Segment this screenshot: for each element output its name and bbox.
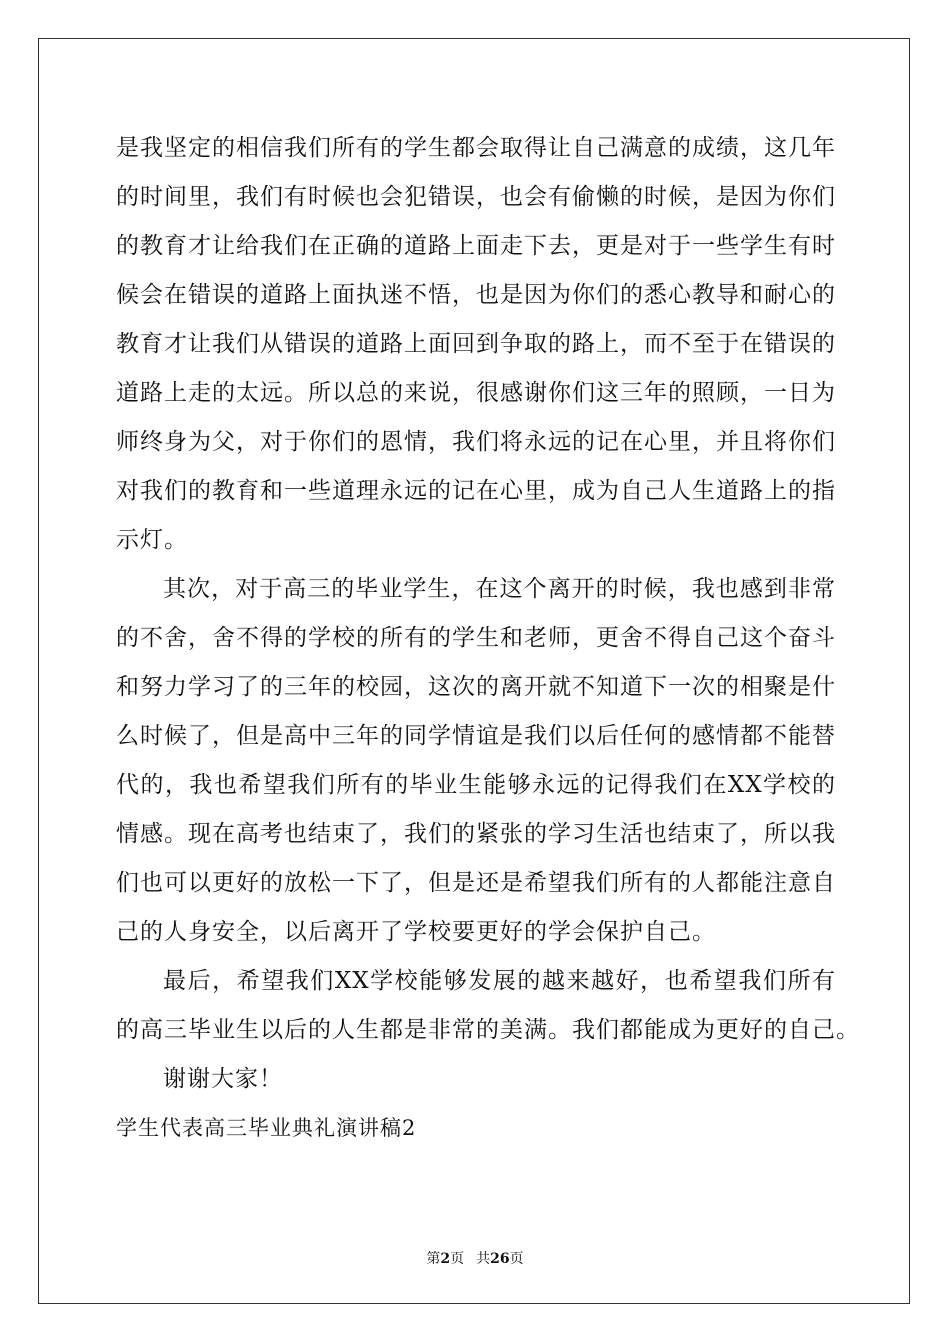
body-line: 己的人身安全，以后离开了学校要更好的学会保护自己。 <box>116 919 716 945</box>
footer-total-prefix: 共 <box>476 1251 491 1267</box>
footer-page-prefix: 第 <box>426 1251 441 1267</box>
paragraph-start-line: 最后，希望我们XX学校能够发展的越来越好，也希望我们所有 <box>163 968 836 994</box>
body-line: 示灯。 <box>116 527 188 553</box>
footer-page-unit: 页 <box>450 1251 465 1267</box>
footer-page-current: 2 <box>440 1251 451 1267</box>
closing-line: 谢谢大家！ <box>163 1066 283 1092</box>
body-line: 的不舍，舍不得的学校的所有的学生和老师，更舍不得自己这个奋斗 <box>116 625 836 651</box>
body-line: 们也可以更好的放松一下了，但是还是希望我们所有的人都能注意自 <box>116 870 836 896</box>
body-line: 的时间里，我们有时候也会犯错误，也会有偷懒的时候，是因为你们 <box>116 184 836 210</box>
body-line: 候会在错误的道路上面执迷不悟，也是因为你们的悉心教导和耐心的 <box>116 282 836 308</box>
body-line: 对我们的教育和一些道理永远的记在心里，成为自己人生道路上的指 <box>116 478 836 504</box>
body-line: 的高三毕业生以后的人生都是非常的美满。我们都能成为更好的自己。 <box>116 1017 860 1043</box>
document-body <box>116 124 860 1153</box>
body-line: 是我坚定的相信我们所有的学生都会取得让自己满意的成绩，这几年 <box>116 135 836 161</box>
body-line: 师终身为父，对于你们的恩情，我们将永远的记在心里，并且将你们 <box>116 429 836 455</box>
section-heading: 学生代表高三毕业典礼演讲稿2 <box>116 1116 417 1140</box>
body-line: 代的，我也希望我们所有的毕业生能够永远的记得我们在XX学校的 <box>116 772 836 798</box>
body-line: 的教育才让给我们在正确的道路上面走下去，更是对于一些学生有时 <box>116 233 836 259</box>
page-footer <box>0 1248 950 1268</box>
body-line: 么时候了，但是高中三年的同学情谊是我们以后任何的感情都不能替 <box>116 723 836 749</box>
footer-page-total: 26 <box>490 1251 510 1267</box>
paragraph-start-line: 其次，对于高三的毕业学生，在这个离开的时候，我也感到非常 <box>163 576 836 602</box>
footer-total-unit: 页 <box>509 1251 524 1267</box>
body-line: 教育才让我们从错误的道路上面回到争取的路上，而不至于在错误的 <box>116 331 836 357</box>
body-line: 情感。现在高考也结束了，我们的紧张的学习生活也结束了，所以我 <box>116 821 836 847</box>
body-line: 和努力学习了的三年的校园，这次的离开就不知道下一次的相聚是什 <box>116 674 836 700</box>
body-line: 道路上走的太远。所以总的来说，很感谢你们这三年的照顾，一日为 <box>116 380 836 406</box>
